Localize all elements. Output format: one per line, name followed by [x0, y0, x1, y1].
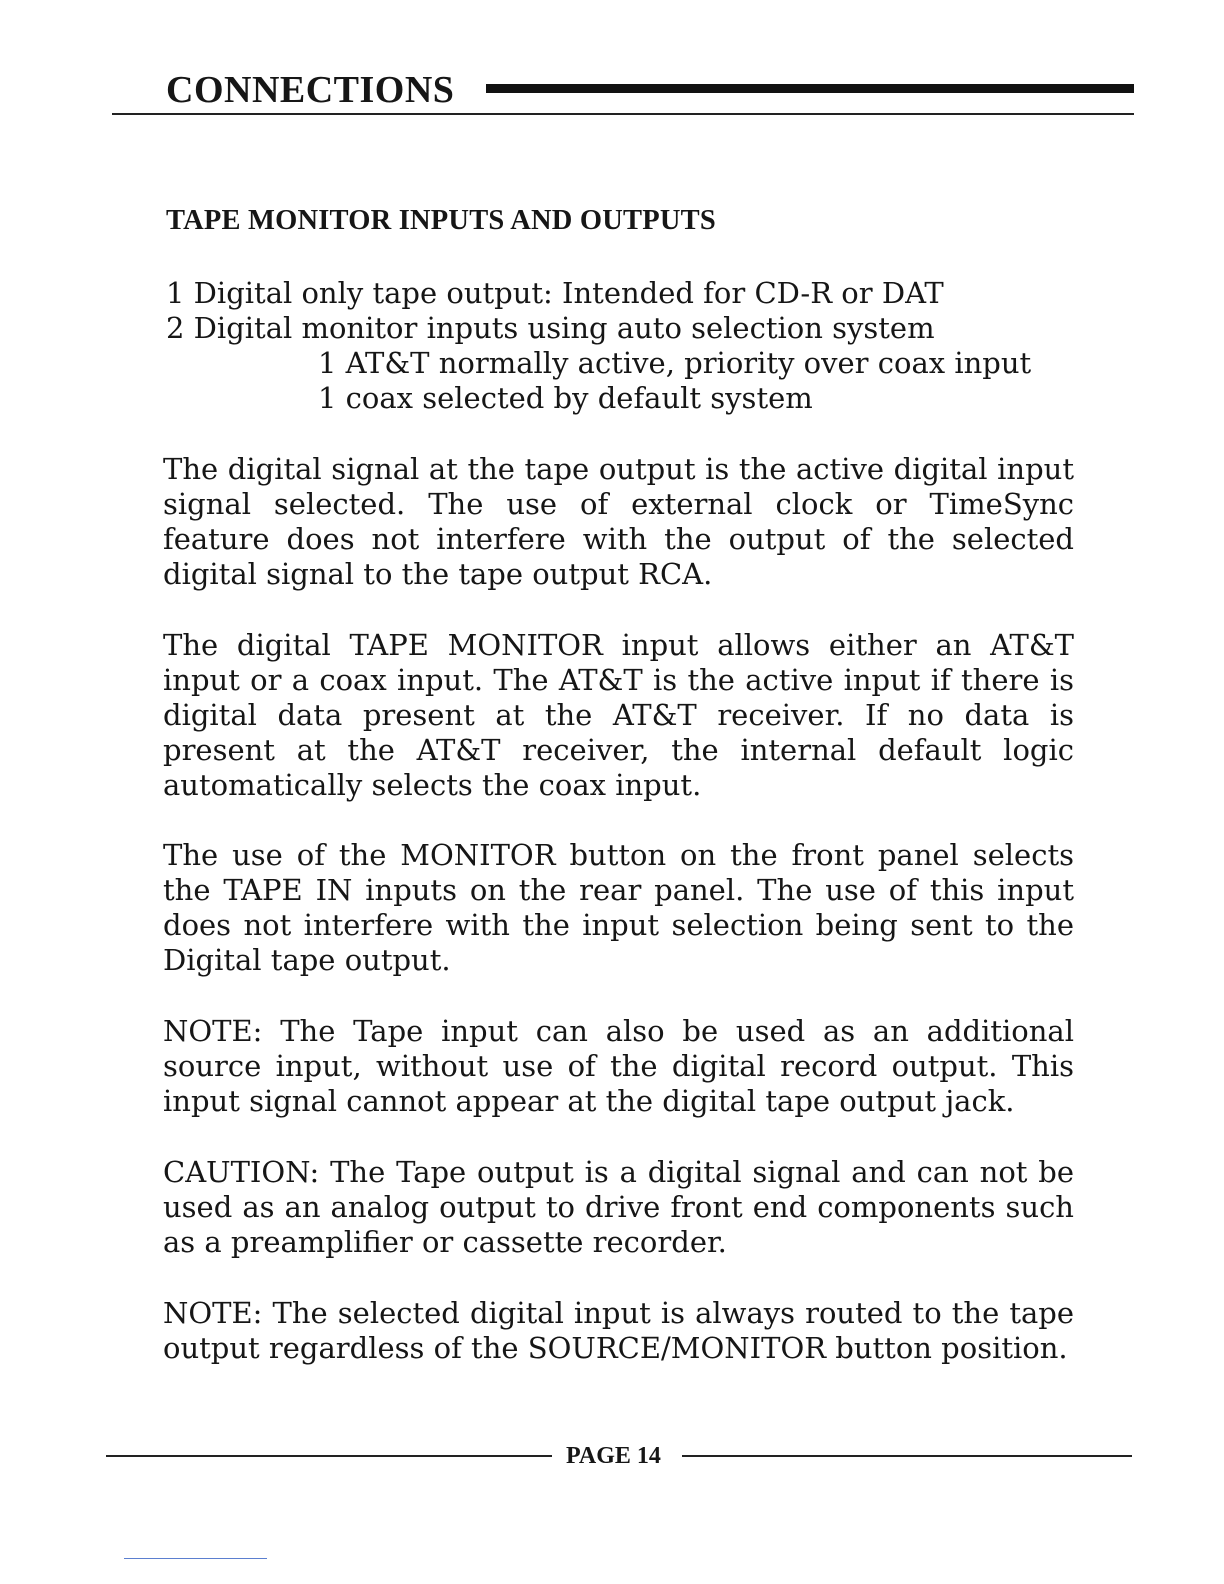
- paragraph-monitor-button: The use of the MONITOR button on the front panel selects the TAPE IN inputs on the rear panel. The use of this input does not interfere with the input selection being sent to the Digital tape output.: [163, 838, 1074, 977]
- footer-rule-left: [106, 1455, 552, 1457]
- header-thick-rule: [486, 84, 1134, 93]
- spec-list: [166, 276, 1031, 416]
- section-heading: TAPE MONITOR INPUTS AND OUTPUTS: [166, 205, 716, 236]
- note-tape-input: NOTE: The Tape input can also be used as an additional source input, without use of the digital record output. This input signal cannot appear at the digital tape output jack.: [163, 1014, 1074, 1118]
- page-title: CONNECTIONS: [166, 69, 455, 111]
- bottom-edge-line: [124, 1558, 267, 1559]
- page-number: PAGE 14: [566, 1443, 661, 1469]
- paragraph-tape-monitor-input: The digital TAPE MONITOR input allows either an AT&T input or a coax input. The AT&T is the active input if there is digital data present at the AT&T receiver. If no data is present at the AT&T receiver, the internal default logic automatically selects the coax input.: [163, 628, 1074, 802]
- note-digital-routing: NOTE: The selected digital input is always routed to the tape output regardless of the SOURCE/MONITOR button position.: [163, 1296, 1074, 1365]
- header-divider: [112, 113, 1134, 115]
- caution-tape-output: CAUTION: The Tape output is a digital signal and can not be used as an analog output to drive front end components such as a preamplifier or cassette recorder.: [163, 1155, 1074, 1259]
- list-subitem: 1 AT&T normally active, priority over coax input: [318, 346, 1032, 380]
- paragraph-tape-output-signal: The digital signal at the tape output is the active digital input signal selected. The use of external clock or TimeSync feature does not interfere with the output of the selected digital signal to the tape output RCA.: [163, 452, 1074, 591]
- list-subitem: 1 coax selected by default system: [318, 381, 813, 415]
- list-item: 1 Digital only tape output: Intended for CD-R or DAT: [166, 276, 944, 310]
- list-item: 2 Digital monitor inputs using auto selection system: [166, 311, 935, 345]
- footer-rule-right: [682, 1455, 1132, 1457]
